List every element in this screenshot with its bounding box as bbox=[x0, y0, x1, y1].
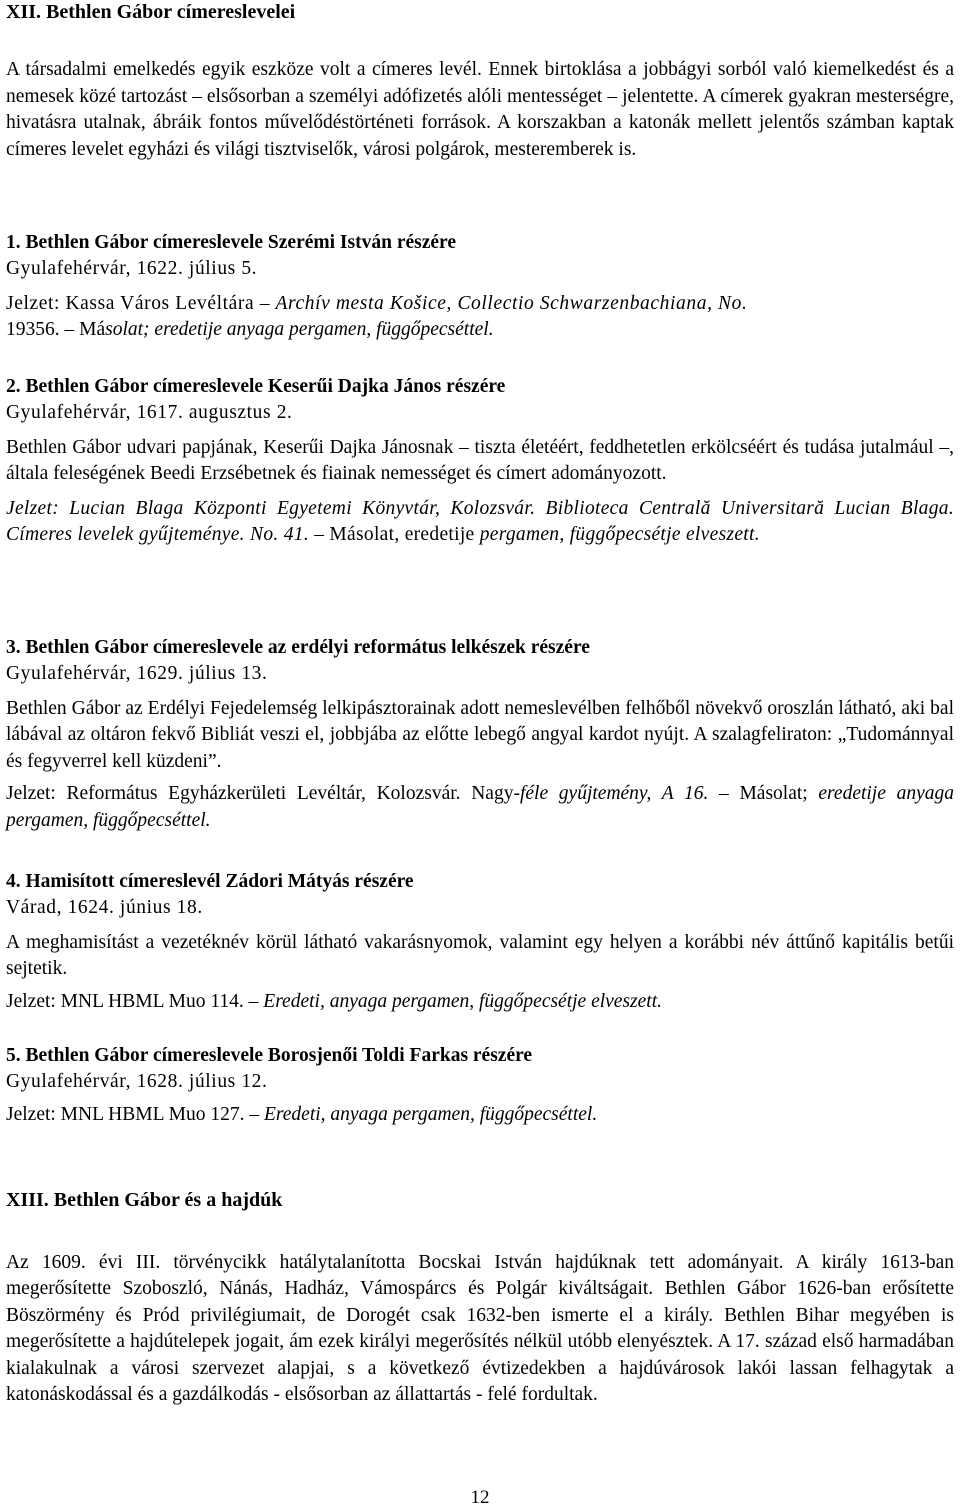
page-number: 12 bbox=[470, 1487, 490, 1508]
jelzet-copy-note: – Másolat, eredetije bbox=[309, 524, 480, 545]
entry-2 bbox=[6, 374, 954, 549]
entry-title: 5. Bethlen Gábor címereslevele Borosjenői Toldi Farkas részére bbox=[6, 1045, 533, 1066]
chapter-12-intro: A társadalmi emelkedés egyik eszköze volt a címeres levél. Ennek birtoklása a jobbágyi sorból való kiemelkedést és a nemesek közé tartozást – elsősorban a személyi adófizetés alóli mentességet – jelentette. A címerek gyakran mesterségre, hivatásra utalnak, ábráik fontos művelődéstörténeti források. A korszakban a katonák mellett jelentős számban kaptak címeres levelet egyházi és világi tisztviselők, városi polgárok, mesteremberek is. bbox=[6, 59, 954, 160]
jelzet-copy-note: Eredeti, anyaga pergamen, függőpecséttel. bbox=[264, 1103, 598, 1125]
jelzet-copy-note-italic: eredetije anyaga pergamen, függőpecséttel. bbox=[6, 783, 954, 831]
entry-jelzet bbox=[6, 989, 954, 1016]
entry-title: 4. Hamisított címereslevél Zádori Mátyás részére bbox=[6, 871, 414, 892]
entry-1 bbox=[6, 230, 954, 344]
entry-place-date: Gyulafehérvár, 1617. augusztus 2. bbox=[6, 402, 293, 423]
entry-3 bbox=[6, 635, 954, 834]
entry-jelzet bbox=[6, 1102, 954, 1129]
entry-place-date: Gyulafehérvár, 1622. július 5. bbox=[6, 258, 258, 279]
jelzet-archive: Jelzet: Református Egyházkerületi Levéltár, Kolozsvár. Nagy- bbox=[6, 783, 520, 804]
entry-jelzet bbox=[6, 291, 954, 318]
jelzet-number: 19356. – Má bbox=[6, 319, 106, 340]
document-page bbox=[6, 0, 954, 1508]
jelzet-archive: Archív mesta Košice, Collectio Schwarzenbachiana, No. bbox=[275, 292, 748, 314]
jelzet-archive: Jelzet: Lucian Blaga Központi Egyetemi Könyvtár, Kolozsvár. Biblioteca Centrală Universitară Lucian Blaga. Címeres levelek gyűjteménye. No. 41. bbox=[6, 497, 954, 545]
entry-title: 3. Bethlen Gábor címereslevele az erdélyi református lelkészek részére bbox=[6, 637, 590, 658]
entry-5 bbox=[6, 1043, 954, 1128]
jelzet-prefix: Jelzet: Kassa Város Levéltára – bbox=[6, 292, 276, 314]
entry-jelzet-continued bbox=[6, 317, 954, 344]
chapter-13-body: Az 1609. évi III. törvénycikk hatálytalanította Bocskai István hajdúknak tett adományait. A király 1613-ban megerősítette Szoboszló, Nánás, Hadház, Vámospárcs és Polgár kiváltságait. Bethlen Gábor 1626-ban erősítette Böszörmény és Pród privilégiumait, de Dorogét csak 1632-ben ismerte el a király. Bethlen Bihar megyében is megerősítette a hajdútelepek jogait, ám ezek királyi megerősítés nélkül utóbb elenyésztek. A 17. század első harmadában kialakulnak a városi szervezet alapjai, s a következő évtizedekben a hajdúvárosok lakói lassan felhagytak a katonáskodással és a gazdálkodás - elsősorban az állattartás - felé fordultak. bbox=[6, 1252, 954, 1406]
jelzet-archive: Jelzet: MNL HBML Muo 127. – bbox=[6, 1103, 264, 1125]
jelzet-copy-note: solat; eredetije anyaga pergamen, függőpecséttel. bbox=[105, 319, 494, 340]
entry-title: 2. Bethlen Gábor címereslevele Keserűi Dajka János részére bbox=[6, 376, 506, 397]
jelzet-copy-note: Eredeti, anyaga pergamen, függőpecsétje elveszett. bbox=[263, 990, 663, 1012]
chapter-13-title: XIII. Bethlen Gábor és a hajdúk bbox=[6, 1189, 283, 1211]
jelzet-collection: féle gyűjtemény, A 16. bbox=[519, 783, 709, 804]
jelzet-copy-note: – Másolat; bbox=[708, 783, 819, 804]
entry-place-date: Várad, 1624. június 18. bbox=[6, 897, 203, 918]
entry-jelzet bbox=[6, 781, 954, 834]
entry-jelzet bbox=[6, 496, 954, 549]
entry-description: Bethlen Gábor az Erdélyi Fejedelemség lelkipásztorainak adott nemeslevélben felhőből növekvő oroszlán látható, aki bal lábával az oltáron fekvő Bibliát veszi el, jobbjába az előtte lebegő angyal kardot nyújt. A szalagfeliraton: „Tudománnyal és fegyverrel kell küzdeni”. bbox=[6, 697, 954, 772]
entry-description: Bethlen Gábor udvari papjának, Keserűi Dajka Jánosnak – tiszta életéért, feddhetetlen erkölcséért és tudása jutalmául –, általa feleségének Beedi Erzsébetnek és fiainak nemességet és címert adományozott. bbox=[6, 436, 954, 484]
chapter-13 bbox=[6, 1188, 954, 1212]
entry-4 bbox=[6, 869, 954, 1015]
jelzet-copy-note-italic: pergamen, függőpecsétje elveszett. bbox=[479, 524, 760, 545]
entry-title: 1. Bethlen Gábor címereslevele Szerémi István részére bbox=[6, 232, 456, 253]
entry-place-date: Gyulafehérvár, 1628. július 12. bbox=[6, 1071, 268, 1092]
chapter-12-title: XII. Bethlen Gábor címereslevelei bbox=[6, 1, 296, 23]
jelzet-archive: Jelzet: MNL HBML Muo 114. – bbox=[6, 990, 264, 1012]
entry-description: A meghamisítást a vezetéknév körül látható vakarásnyomok, valamint egy helyen a korábbi név áttűnő kapitális betűi sejtetik. bbox=[6, 931, 954, 979]
entry-place-date: Gyulafehérvár, 1629. július 13. bbox=[6, 663, 268, 684]
